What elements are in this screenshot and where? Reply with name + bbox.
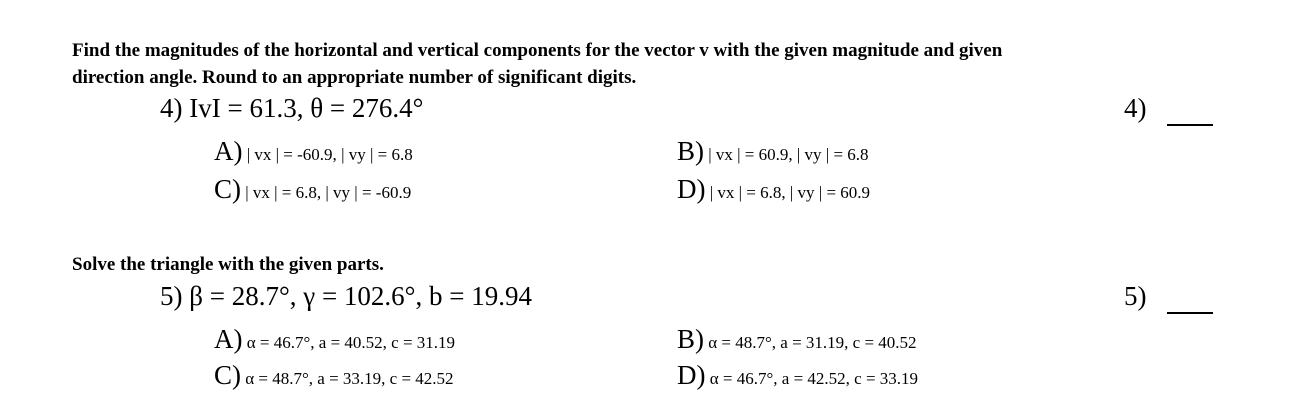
q4-choice-c[interactable] bbox=[214, 174, 411, 205]
question-5-answer-blank[interactable] bbox=[1167, 312, 1213, 314]
q5-choice-a-letter: A) bbox=[214, 324, 243, 354]
question-5 bbox=[160, 281, 532, 312]
q4-choice-b-letter: B) bbox=[677, 136, 704, 166]
q4-choice-a-vx: | vx | = -60.9, bbox=[246, 145, 337, 164]
q4-choice-b[interactable] bbox=[677, 136, 869, 167]
question-4 bbox=[160, 93, 423, 124]
q5-choice-b-letter: B) bbox=[677, 324, 704, 354]
question-4-answer-blank[interactable] bbox=[1167, 124, 1213, 126]
q4-choice-a-vy: | vy | = 6.8 bbox=[341, 145, 413, 164]
question-4-right-number: 4) bbox=[1124, 93, 1147, 123]
q4-choice-d[interactable] bbox=[677, 174, 870, 205]
q5-choice-a[interactable] bbox=[214, 324, 455, 355]
q4-choice-c-vx: | vx | = 6.8, bbox=[245, 183, 322, 202]
instruction-line-1: Find the magnitudes of the horizontal and vertical components for the vector v with the given magnitude and given bbox=[72, 40, 1003, 61]
q4-choice-c-vy: | vy | = -60.9 bbox=[325, 183, 412, 202]
q4-choice-b-vx: | vx | = 60.9, bbox=[708, 145, 793, 164]
q4-choice-c-letter: C) bbox=[214, 174, 241, 204]
q5-choice-c-text: α = 48.7°, a = 33.19, c = 42.52 bbox=[245, 369, 454, 388]
q4-choice-d-vx: | vx | = 6.8, bbox=[709, 183, 786, 202]
q5-choice-a-text: α = 46.7°, a = 40.52, c = 31.19 bbox=[246, 333, 456, 352]
q4-choice-d-letter: D) bbox=[677, 174, 706, 204]
q5-choice-c[interactable] bbox=[214, 360, 454, 391]
instruction-section-2: Solve the triangle with the given parts. bbox=[72, 254, 384, 275]
q5-choice-b-text: α = 48.7°, a = 31.19, c = 40.52 bbox=[708, 333, 917, 352]
q5-choice-b[interactable] bbox=[677, 324, 917, 355]
question-4-prompt: IvI = 61.3, θ = 276.4° bbox=[189, 93, 424, 123]
q5-choice-d-letter: D) bbox=[677, 360, 706, 390]
q4-choice-a-letter: A) bbox=[214, 136, 243, 166]
q4-choice-d-vy: | vy | = 60.9 bbox=[789, 183, 871, 202]
q5-choice-d[interactable] bbox=[677, 360, 918, 391]
q4-choice-b-vy: | vy | = 6.8 bbox=[796, 145, 869, 164]
question-5-number: 5) bbox=[160, 281, 183, 311]
instruction-line-2: direction angle. Round to an appropriate number of significant digits. bbox=[72, 67, 637, 88]
q4-choice-a[interactable] bbox=[214, 136, 413, 167]
q5-choice-c-letter: C) bbox=[214, 360, 241, 390]
question-4-number: 4) bbox=[160, 93, 183, 123]
question-5-prompt: β = 28.7°, γ = 102.6°, b = 19.94 bbox=[189, 281, 532, 311]
q5-choice-d-text: α = 46.7°, a = 42.52, c = 33.19 bbox=[709, 369, 919, 388]
question-5-right-number: 5) bbox=[1124, 281, 1147, 311]
